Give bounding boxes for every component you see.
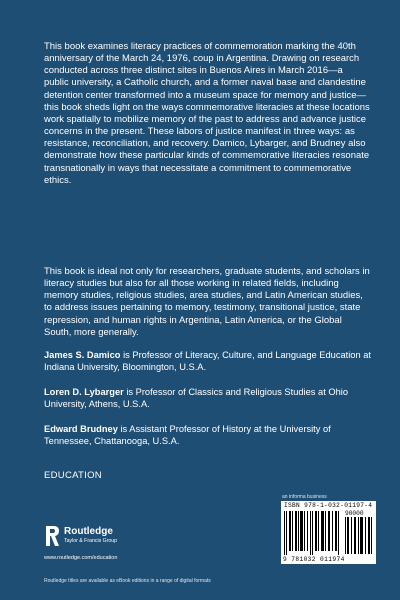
subject-label: EDUCATION xyxy=(44,470,102,481)
price-code: 90000 xyxy=(345,510,364,517)
description-paragraph-2: This book is ideal not only for researchers, graduate students, and scholars in literacy studies but also for all those working in related fields, including memory studies, religious studies, area studies, and Latin American studies, to address issues pertaining to memory, testimony, transitional justice, state repression, and human rights in Argentina, Latin America, or the Global South, more generally. xyxy=(44,266,370,338)
routledge-logo-icon xyxy=(44,526,60,546)
author-bio xyxy=(44,386,374,411)
informa-label: an informa business xyxy=(282,494,327,500)
publisher-group: Taylor & Francis Group xyxy=(64,538,118,544)
isbn-text: ISBN 978-1-032-01197-4 xyxy=(284,502,373,509)
author-bio-text: is Professor of Classics and Religious Studies at Ohio University, Athens, U.S.A. xyxy=(44,387,348,410)
ebook-note: Routledge titles are available as eBook editions in a range of digital formats xyxy=(44,578,211,584)
author-name: Loren D. Lybarger xyxy=(44,387,124,397)
publisher-url[interactable]: www.routledge.com/education xyxy=(44,555,118,561)
price-barcode-icon xyxy=(345,517,373,554)
author-name: James S. Damico xyxy=(44,350,121,360)
author-bio-text: is Professor of Literacy, Culture, and Language Education at Indiana University, Bloomington, U.S.A. xyxy=(44,350,371,373)
author-bio-text: is Assistant Professor of History at the University of Tennessee, Chattanooga, U.S.A. xyxy=(44,424,331,447)
description-paragraph-1: This book examines literacy practices of commemoration marking the 40th anniversary of the March 24, 1976, coup in Argentina. Drawing on research conducted across three distinct sites in Buenos Aires in March 2016—a public university, a Catholic church, and a former naval base and clandestine detention center transformed into a museum space for memory and justice—this book sheds light on the ways commemorative literacies at these locations work spatially to mobilize memory of the past to address and advance justice concerns in the present. These labors of justice manifest in three ways: as resistance, reconciliation, and recovery. Damico, Lybarger, and Brudney also demonstrate how these particular kinds of commemorative literacies resonate transnationally in ways that necessitate a commitment to commemorative ethics. xyxy=(44,41,370,186)
author-bio xyxy=(44,423,374,448)
author-name: Edward Brudney xyxy=(44,424,118,434)
barcode-icon xyxy=(284,511,340,555)
author-bio xyxy=(44,349,374,374)
barcode-digits: 9 781032 011974 xyxy=(283,556,345,563)
publisher-name: Routledge xyxy=(64,526,113,537)
